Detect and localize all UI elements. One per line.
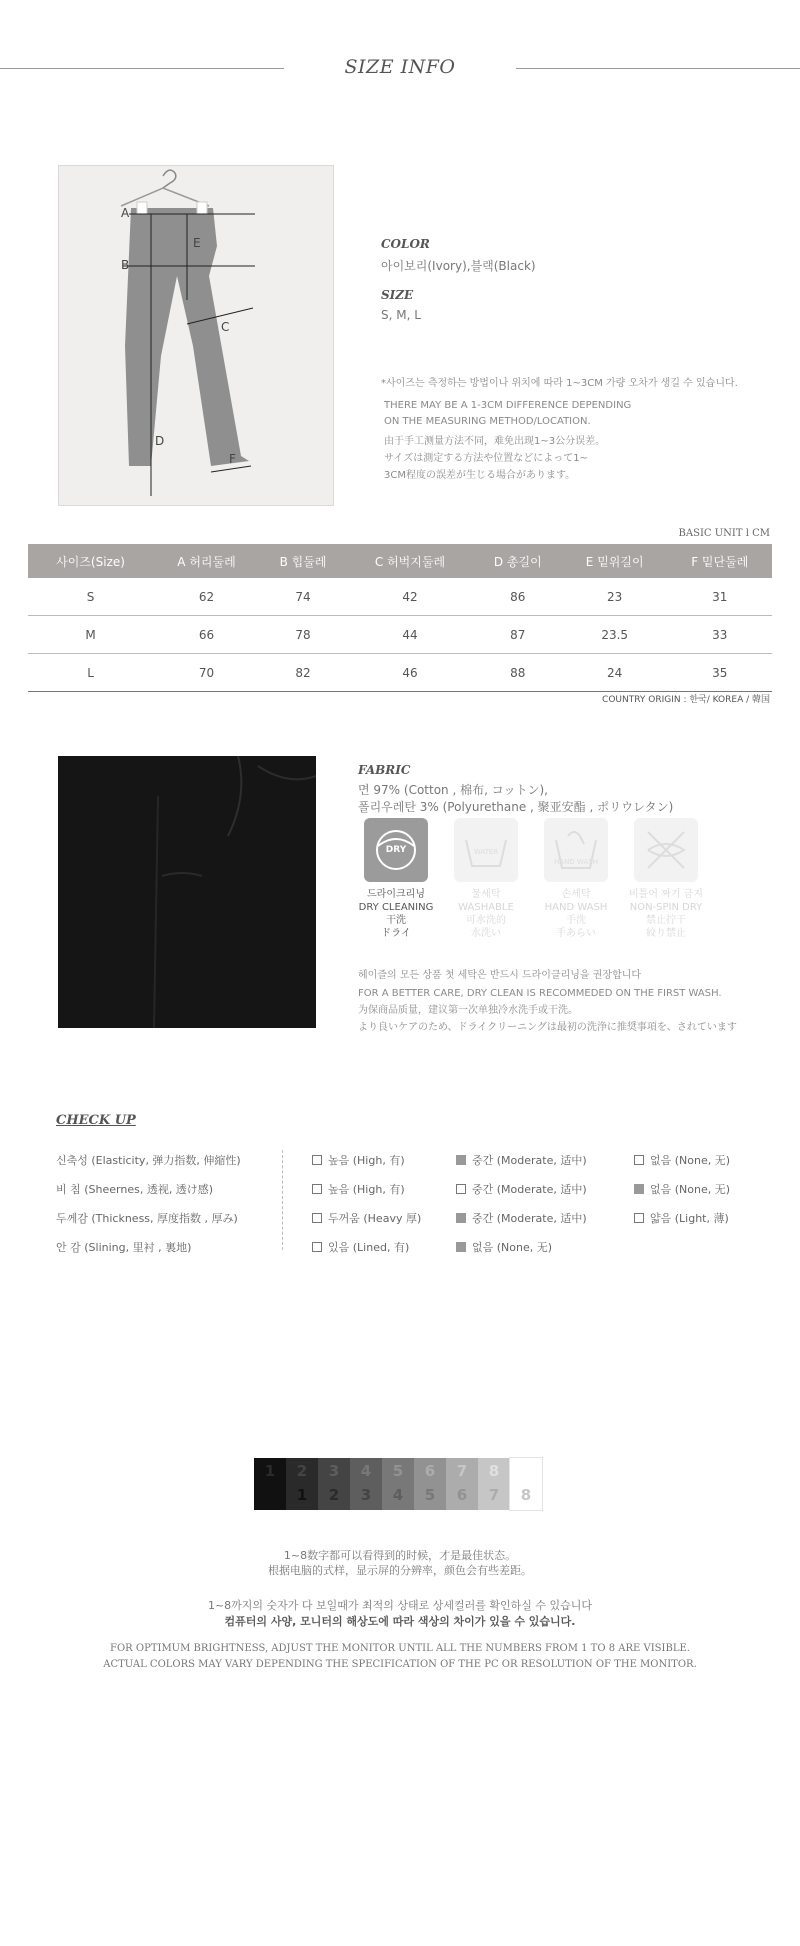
checkbox (312, 1242, 322, 1252)
measure-note-kr: *사이즈는 측정하는 방법이나 위치에 따라 1~3CM 가량 오차가 생길 수 있습니다. (381, 378, 738, 389)
fabric-photo (58, 756, 316, 1028)
check-option (456, 1210, 587, 1226)
size-table (28, 544, 772, 692)
size-value: S, M, L (381, 308, 421, 322)
country-origin: COUNTRY ORIGIN : 한국/ KOREA / 韓国 (602, 695, 770, 705)
checkbox (312, 1213, 322, 1223)
color-value: 아이보리(Ivory),블랙(Black) (381, 259, 536, 273)
check-option (312, 1152, 405, 1168)
hand-basin (544, 818, 608, 882)
gray-swatch-number-bottom: 5 (424, 1486, 436, 1504)
gray-swatch-number-bottom: 6 (456, 1486, 468, 1504)
gray-swatch-number-top: 7 (456, 1462, 468, 1480)
option-text: 높음 (High, 有) (328, 1183, 405, 1196)
gray-swatch (350, 1458, 382, 1510)
caption-line: 絞り禁止 (646, 928, 686, 939)
caption-line: 손세탁 (561, 889, 591, 900)
caption-line: 水洗い (471, 928, 501, 939)
cell: 44 (346, 616, 474, 654)
option-text: 중간 (Moderate, 适中) (472, 1212, 587, 1225)
header-hip: B 힙둘레 (260, 544, 346, 578)
checkbox (312, 1184, 322, 1194)
cell: 35 (668, 654, 773, 692)
gray-swatch-number-top: 3 (328, 1462, 340, 1480)
table-row (28, 616, 772, 654)
table-row (28, 578, 772, 616)
grayscale-strip (254, 1458, 542, 1510)
twist-crossed (634, 818, 698, 882)
cell: 31 (668, 578, 773, 616)
check-label: 신축성 (Elasticity, 弹力指数, 伸縮性) (56, 1154, 241, 1167)
check-option (456, 1181, 587, 1197)
gray-swatch-number-bottom: 2 (328, 1486, 340, 1504)
gray-swatch (254, 1458, 286, 1510)
check-option (312, 1181, 405, 1197)
option-text: 중간 (Moderate, 适中) (472, 1183, 587, 1196)
cell: 23 (562, 578, 668, 616)
check-label: 안 감 (Slining, 里衬 , 裏地) (56, 1241, 192, 1254)
option-text: 높음 (High, 有) (328, 1154, 405, 1167)
gray-swatch-number-bottom: 7 (488, 1486, 500, 1504)
caption-line: WASHABLE (458, 902, 514, 913)
water-icon-text: WATER (473, 848, 499, 856)
option-text: 없음 (None, 无) (472, 1241, 553, 1254)
size-info-title: SIZE INFO (344, 56, 456, 78)
checkbox (634, 1184, 644, 1194)
option-text: 얇음 (Light, 薄) (650, 1212, 729, 1225)
cell: 24 (562, 654, 668, 692)
color-label: COLOR (381, 237, 430, 251)
dry-clean-caption (346, 888, 446, 940)
no-spin-caption (616, 888, 716, 940)
washable-caption (436, 888, 536, 940)
caption-line: 물세탁 (471, 889, 501, 900)
measure-label-d: D (155, 434, 165, 448)
measure-label-c: C (221, 320, 230, 334)
caption-line: 手あらい (556, 928, 596, 939)
measure-note-cn: 由于手工测量方法不同，难免出现1~3公分误差。 (384, 436, 606, 447)
header-waist: A 허리둘레 (153, 544, 260, 578)
hand-wash-icon-text: HAND WASH (554, 858, 598, 866)
fabric-note-jp: より良いケアのため、ドライクリーニングは最初の洗浄に推奨事項を、されています (358, 1022, 737, 1033)
cell: 88 (474, 654, 562, 692)
header-rise: E 밑위길이 (562, 544, 668, 578)
gray-swatch (446, 1458, 478, 1510)
gray-swatch-number-bottom: 4 (392, 1486, 404, 1504)
measure-note-jp-2: 3CM程度の誤差が生じる場合があります。 (384, 470, 576, 481)
pants-size-diagram (58, 165, 334, 506)
check-up-title: CHECK UP (56, 1113, 136, 1128)
check-option (634, 1181, 730, 1197)
cell: L (28, 654, 153, 692)
monitor-note-en-2: ACTUAL COLORS MAY VARY DEPENDING THE SPECIFICATION OF THE PC OR RESOLUTION OF THE MONITOR. (103, 1659, 697, 1670)
fabric-note-kr: 헤이즐의 모든 상품 첫 세탁은 반드시 드라이클리닝을 권장합니다 (358, 970, 642, 981)
caption-line: ドライ (381, 928, 411, 939)
cell: 82 (260, 654, 346, 692)
check-option (634, 1210, 729, 1226)
monitor-note-en-1: FOR OPTIMUM BRIGHTNESS, ADJUST THE MONITOR UNTIL ALL THE NUMBERS FROM 1 TO 8 ARE VISIBLE. (110, 1643, 690, 1654)
fabric-line-1: 면 97% (Cotton , 棉布, コットン), (358, 783, 548, 797)
fabric-texture (58, 756, 316, 1028)
checkbox (312, 1155, 322, 1165)
cell: 46 (346, 654, 474, 692)
check-option (456, 1152, 587, 1168)
measure-label-b: B (121, 258, 130, 272)
header-hem: F 밑단둘레 (668, 544, 773, 578)
basic-unit-label: BASIC UNIT l CM (678, 528, 770, 539)
measure-note-jp-1: サイズは測定する方法や位置などによって1~ (384, 453, 588, 464)
fabric-note-cn: 为保商品质量，建议第一次单独冷水洗手或干洗。 (358, 1005, 578, 1016)
check-option (456, 1239, 552, 1255)
caption-line: 드라이크리닝 (367, 889, 425, 900)
caption-line: 干洗 (386, 915, 406, 926)
fabric-note-en: FOR A BETTER CARE, DRY CLEAN IS RECOMMEDED ON THE FIRST WASH. (358, 988, 722, 999)
caption-line: DRY CLEANING (358, 902, 434, 913)
caption-line: NON-SPIN DRY (629, 902, 703, 913)
caption-line: 비틀어 짜기 금지 (629, 889, 703, 900)
option-text: 있음 (Lined, 有) (328, 1241, 410, 1254)
gray-swatch (318, 1458, 350, 1510)
gray-swatch-number-top: 5 (392, 1462, 404, 1480)
cell: 74 (260, 578, 346, 616)
check-label: 두께감 (Thickness, 厚度指数 , 厚み) (56, 1212, 238, 1225)
gray-swatch (414, 1458, 446, 1510)
check-divider (282, 1150, 283, 1250)
check-label: 비 침 (Sheernes, 透视, 透け感) (56, 1183, 214, 1196)
caption-line: HAND WASH (544, 902, 608, 913)
dry-clean-icon (364, 818, 428, 882)
caption-line: 禁止拧干 (646, 915, 686, 926)
checkbox (634, 1155, 644, 1165)
cell: 42 (346, 578, 474, 616)
measure-note-en-1: THERE MAY BE A 1-3CM DIFFERENCE DEPENDING (384, 400, 632, 411)
cell: 66 (153, 616, 260, 654)
cell: M (28, 616, 153, 654)
monitor-note-cn-2: 根据电脑的式样，显示屏的分辨率，颜色会有些差距。 (268, 1564, 532, 1577)
cell: 86 (474, 578, 562, 616)
check-option (634, 1152, 730, 1168)
option-text: 없음 (None, 无) (650, 1154, 731, 1167)
gray-swatch (286, 1458, 318, 1510)
measure-label-f: F (229, 452, 236, 466)
hand-wash-icon (544, 818, 608, 882)
check-option (312, 1239, 409, 1255)
cell: 70 (153, 654, 260, 692)
measure-label-e: E (193, 236, 201, 250)
header-thigh: C 허벅지둘레 (346, 544, 474, 578)
gray-swatch-number-top: 8 (488, 1462, 500, 1480)
gray-swatch (382, 1458, 414, 1510)
option-text: 없음 (None, 无) (650, 1183, 731, 1196)
cell: 78 (260, 616, 346, 654)
monitor-note-kr-2: 컴퓨터의 사양, 모니터의 해상도에 따라 색상의 차이가 있을 수 있습니다. (224, 1615, 576, 1628)
gray-swatch-number-top: 4 (360, 1462, 372, 1480)
caption-line: 手洗 (566, 915, 586, 926)
checkbox (456, 1184, 466, 1194)
gray-swatch-number-bottom: 3 (360, 1486, 372, 1504)
checkbox (456, 1213, 466, 1223)
cell: 62 (153, 578, 260, 616)
option-text: 두꺼움 (Heavy 厚) (328, 1212, 422, 1225)
gray-swatch-number-bottom: 8 (520, 1486, 532, 1504)
cell: 87 (474, 616, 562, 654)
checkbox (456, 1242, 466, 1252)
cell: 33 (668, 616, 773, 654)
pants-illustration (59, 166, 333, 505)
cell: S (28, 578, 153, 616)
checkbox (634, 1213, 644, 1223)
washable-icon (454, 818, 518, 882)
option-text: 중간 (Moderate, 适中) (472, 1154, 587, 1167)
size-table-header (28, 544, 772, 578)
monitor-note-kr-1: 1~8까지의 숫자가 다 보일때가 최적의 상태로 상세컬러를 확인하실 수 있습니다 (207, 1599, 593, 1612)
gray-swatch-number-top: 1 (264, 1462, 276, 1480)
table-row (28, 654, 772, 692)
dry-icon-text: DRY (385, 845, 407, 855)
fabric-line-2: 폴리우레탄 3% (Polyurethane , 聚亚安酯 , ポリウレタン) (358, 800, 674, 814)
measure-note-en-2: ON THE MEASURING METHOD/LOCATION. (384, 416, 591, 427)
check-option (312, 1210, 421, 1226)
gray-swatch-number-bottom: 1 (296, 1486, 308, 1504)
fabric-label: FABRIC (358, 763, 411, 777)
measure-label-a: A (121, 206, 130, 220)
no-spin-dry-icon (634, 818, 698, 882)
size-label: SIZE (381, 288, 414, 302)
caption-line: 可水洗的 (466, 915, 506, 926)
gray-swatch-number-top: 6 (424, 1462, 436, 1480)
cell: 23.5 (562, 616, 668, 654)
gray-swatch (478, 1458, 510, 1510)
gray-swatch-number-top: 2 (296, 1462, 308, 1480)
gray-swatch (510, 1458, 542, 1510)
monitor-note-cn-1: 1~8数字都可以看得到的时候，才是最佳状态。 (283, 1549, 517, 1562)
header-length: D 총길이 (474, 544, 562, 578)
checkbox (456, 1155, 466, 1165)
header-size: 사이즈(Size) (28, 544, 153, 578)
hand-wash-caption (526, 888, 626, 940)
